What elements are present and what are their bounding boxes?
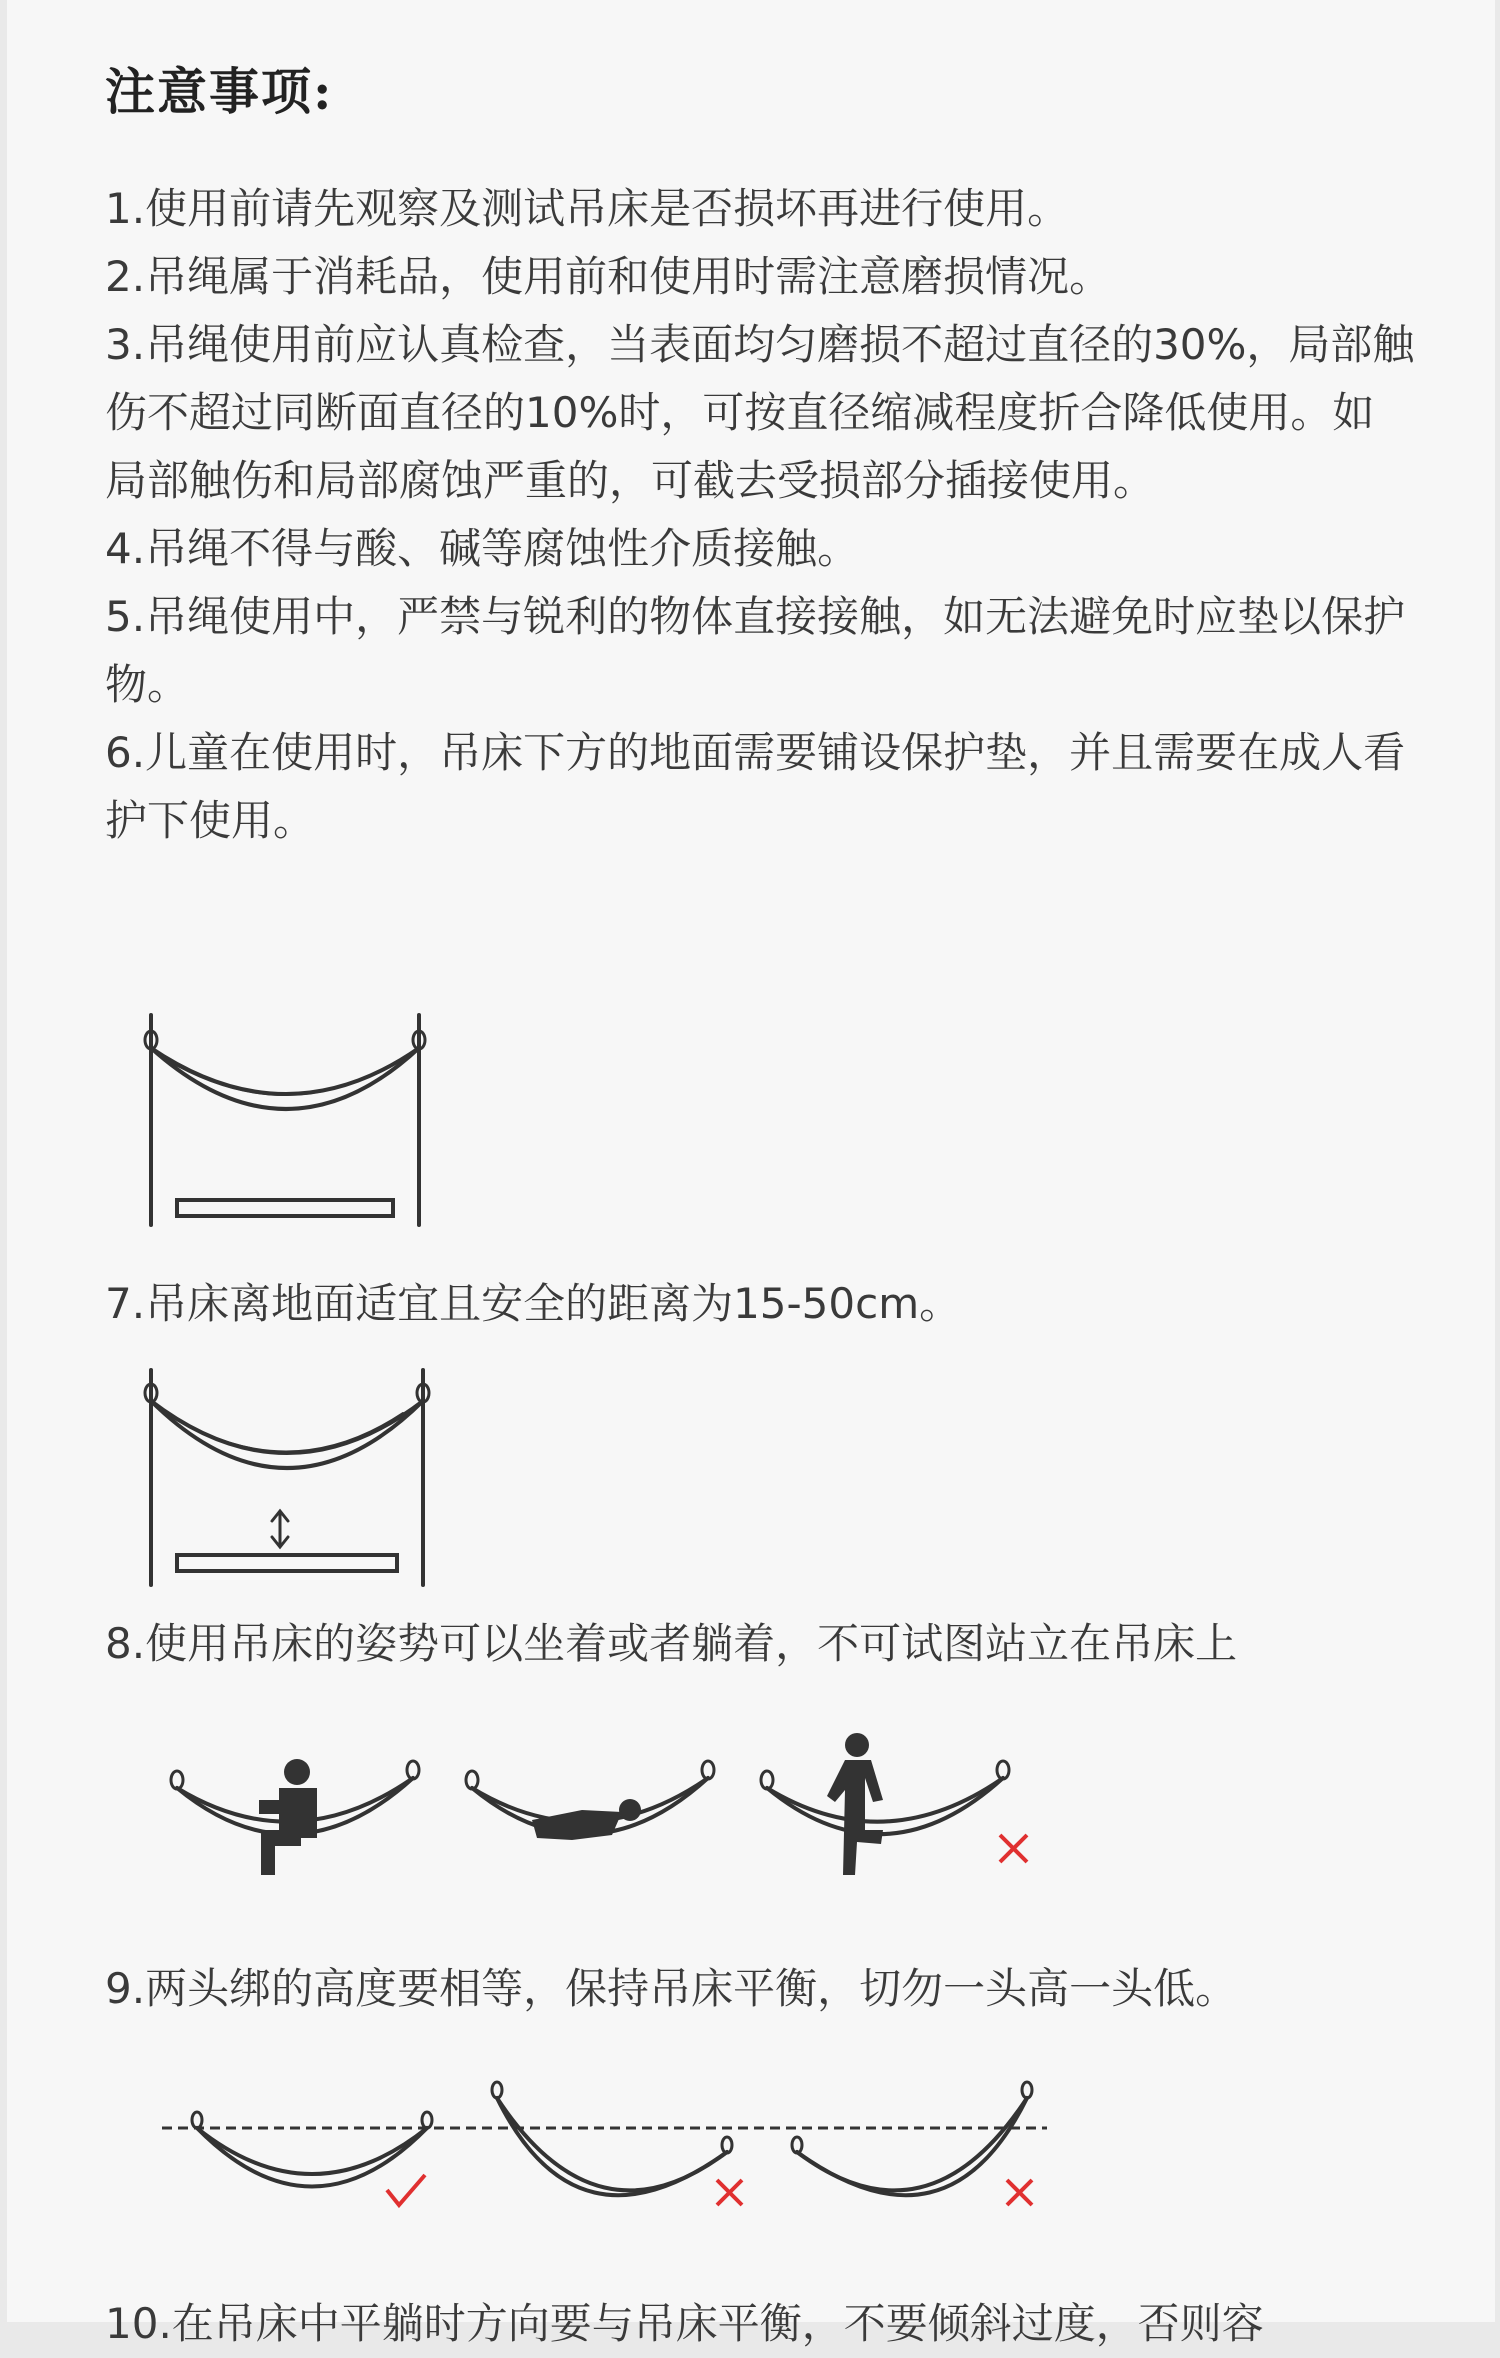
- notice-item-10: 10.在吊床中平躺时方向要与吊床平衡，不要倾斜过度，否则容: [105, 2299, 1264, 2348]
- notice-item-3: 3.吊绳使用前应认真检查，当表面均匀磨损不超过直径的30%，局部触伤不超过同断面直径的10%时，可按直径缩减程度折合降低使用。如局部触伤和局部腐蚀严重的，可截去受损部分插接使用。: [105, 320, 1415, 505]
- hammock-height-illustration: [137, 1365, 437, 1590]
- standing-person-icon: [761, 1733, 1009, 1875]
- page-title: 注意事项:: [105, 62, 334, 121]
- notice-item-6: 6.儿童在使用时，吊床下方的地面需要铺设保护垫，并且需要在成人看护下使用。: [105, 728, 1406, 845]
- not-allowed-cross-icon: [1000, 1835, 1027, 1862]
- hammock-with-pad-illustration: [137, 1010, 437, 1230]
- lying-person-icon: [466, 1761, 714, 1840]
- notice-item-1: 1.使用前请先观察及测试吊床是否损坏再进行使用。: [105, 184, 1070, 233]
- balanced-hammock-icon: [192, 2112, 432, 2205]
- page: [7, 0, 1495, 2348]
- posture-illustration: [167, 1730, 1047, 1880]
- notice-item-5: 5.吊绳使用中，严禁与锐利的物体直接接触，如无法避免时应垫以保护物。: [105, 592, 1406, 709]
- right-high-hammock-icon: [792, 2082, 1032, 2205]
- notice-item-2: 2.吊绳属于消耗品，使用前和使用时需注意磨损情况。: [105, 252, 1112, 301]
- notice-item-8: 8.使用吊床的姿势可以坐着或者躺着，不可试图站立在吊床上: [105, 1619, 1238, 1668]
- sitting-person-icon: [171, 1759, 419, 1875]
- notice-item-4: 4.吊绳不得与酸、碱等腐蚀性介质接触。: [105, 524, 860, 573]
- notice-list: [105, 175, 1415, 855]
- left-high-hammock-icon: [492, 2082, 742, 2205]
- balance-illustration: [157, 2070, 1057, 2230]
- notice-item-9: 9.两头绑的高度要相等，保持吊床平衡，切勿一头高一头低。: [105, 1964, 1238, 2013]
- notice-item-7: 7.吊床离地面适宜且安全的距离为15-50cm。: [105, 1279, 962, 1328]
